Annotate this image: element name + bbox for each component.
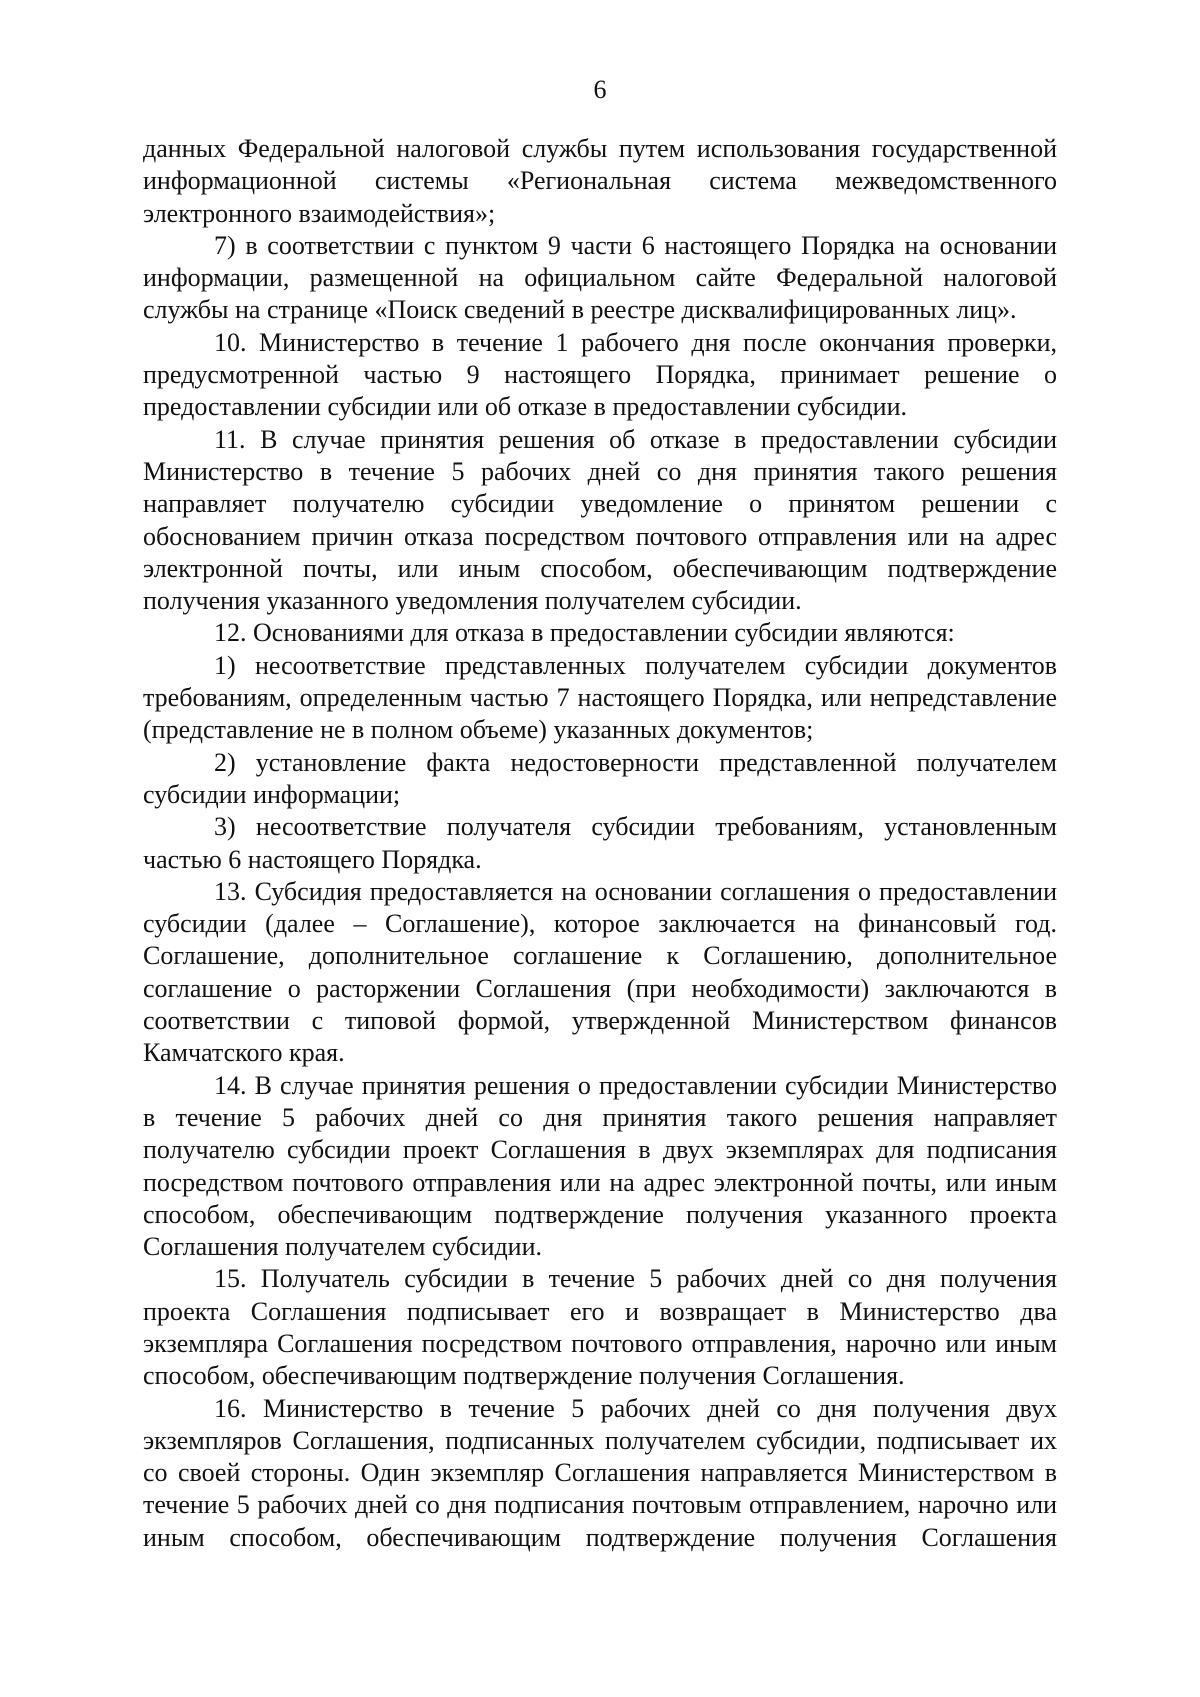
paragraph-section-11: 11. В случае принятия решения об отказе в предоставлении субсидии Министерство в течение 5 рабочих дней со дня принятия такого решения направляет получателю субсидии уведомление о принятом решении с обоснованием причин отказа посредством почтового отправления или на адрес электронной почты, или иным способом, обеспечивающим подтверждение получения указанного уведомления получателем субсидии. (143, 424, 1057, 616)
paragraph-section-10: 10. Министерство в течение 1 рабочего дня после окончания проверки, предусмотренной частью 9 настоящего Порядка, принимает решение о предоставлении субсидии или об отказе в предоставлении субсидии. (143, 327, 1057, 422)
paragraph-continuation: данных Федеральной налоговой службы путем использования государственной информационной системы «Региональная система межведомственного электронного взаимодействия»; (143, 134, 1057, 228)
paragraph-item-7: 7) в соответствии с пунктом 9 части 6 настоящего Порядка на основании информации, размещенной на официальном сайте Федеральной налоговой службы на странице «Поиск сведений в реестре дисквалифицированных лиц». (143, 230, 1057, 325)
paragraph-section-14: 14. В случае принятия решения о предоставлении субсидии Министерство в течение 5 рабочих дней со дня принятия такого решения направляет получателю субсидии проект Соглашения в двух экземплярах для подписания посредством почтового отправления или на адрес электронной почты, или иным способом, обеспечивающим подтверждение получения указанного проекта Соглашения получателем субсидии. (143, 1070, 1057, 1262)
paragraph-item-2: 2) установление факта недостоверности представленной получателем субсидии информации; (143, 747, 1057, 809)
paragraph-section-15: 15. Получатель субсидии в течение 5 рабочих дней со дня получения проекта Соглашения подписывает его и возвращает в Министерство два экземпляра Соглашения посредством почтового отправления, нарочно или иным способом, обеспечивающим подтверждение получения Соглашения. (143, 1264, 1057, 1391)
paragraph-section-13: 13. Субсидия предоставляется на основании соглашения о предоставлении субсидии (далее – Соглашение), которое заключается на финансовый год. Соглашение, дополнительное соглашение к Соглашению, дополнительное соглашение о расторжении Соглашения (при необходимости) заключаются в соответствии с типовой формой, утвержденной Министерством финансов Камчатского края. (143, 876, 1057, 1068)
paragraph-section-16: 16. Министерство в течение 5 рабочих дней со дня получения двух экземпляров Соглашения, подписанных получателем субсидии, подписывает их со своей стороны. Один экземпляр Соглашения направляется Министерством в течение 5 рабочих дней со дня подписания почтовым отправлением, нарочно или иным способом, обеспечивающим подтверждение получения Соглашения (143, 1393, 1057, 1552)
paragraph-item-3: 3) несоответствие получателя субсидии требованиям, установленным частью 6 настоящего Порядка. (143, 812, 1057, 874)
document-body (143, 133, 1057, 1554)
paragraph-section-12: 12. Основаниями для отказа в предоставлении субсидии являются: (214, 618, 955, 648)
page-number: 6 (593, 75, 607, 104)
paragraph-item-1: 1) несоответствие представленных получателем субсидии документов требованиям, определенным частью 7 настоящего Порядка, или непредставление (представление не в полном объеме) указанных документов; (143, 650, 1057, 745)
